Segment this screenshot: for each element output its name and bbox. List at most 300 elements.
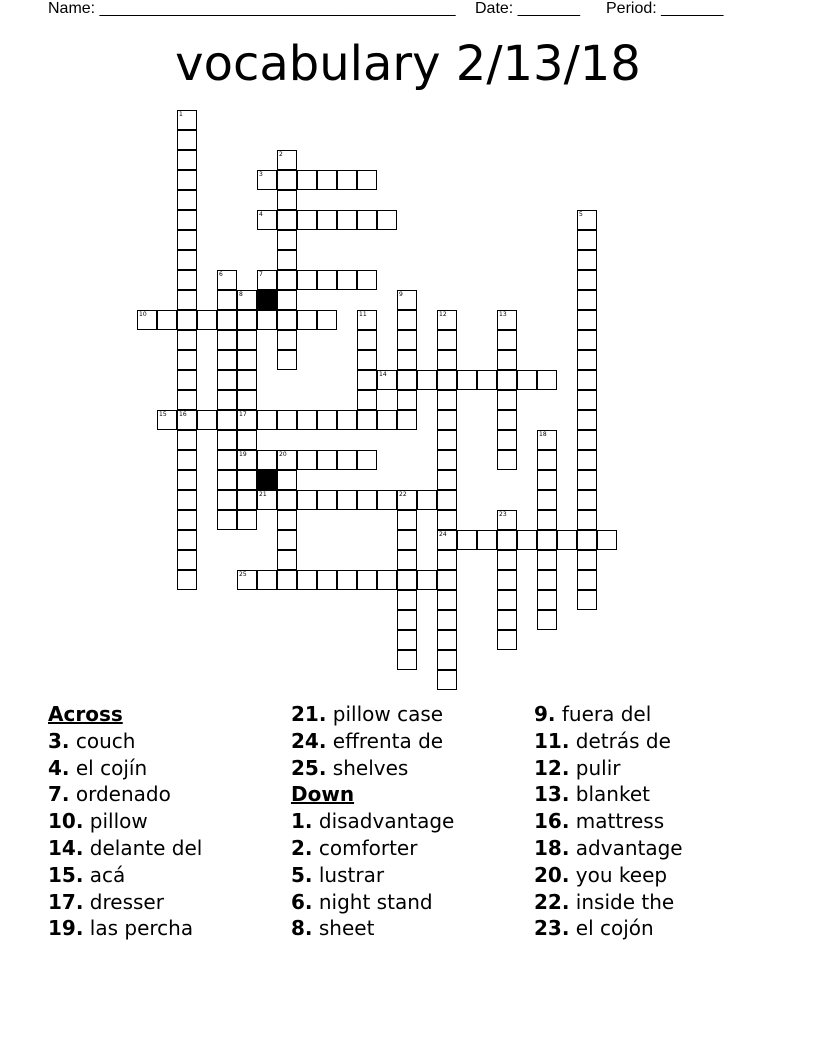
crossword-cell[interactable] [497, 390, 517, 410]
clue-number: 13. [534, 782, 570, 807]
crossword-cell[interactable] [217, 310, 237, 330]
crossword-cell[interactable] [177, 130, 197, 150]
crossword-cell[interactable] [497, 610, 517, 630]
clue-item [291, 728, 454, 755]
clue-item [48, 728, 202, 755]
clue-item [291, 755, 454, 782]
crossword-cell[interactable] [257, 210, 277, 230]
crossword-cell[interactable] [137, 310, 157, 330]
crossword-cell[interactable] [397, 330, 417, 350]
crossword-cell[interactable] [437, 350, 457, 370]
period-field-label: Period: _______ [606, 0, 724, 17]
down-heading: Down [291, 782, 355, 807]
clue-number-label: 15 [159, 411, 167, 418]
crossword-cell[interactable] [277, 490, 297, 510]
crossword-cell[interactable] [277, 450, 297, 470]
crossword-cell[interactable] [577, 370, 597, 390]
crossword-cell[interactable] [437, 590, 457, 610]
crossword-cell[interactable] [437, 450, 457, 470]
crossword-cell[interactable] [277, 230, 297, 250]
clue-item [48, 808, 202, 835]
clue-number: 17. [48, 889, 84, 914]
crossword-cell[interactable] [237, 370, 257, 390]
clue-text: advantage [575, 835, 683, 860]
crossword-cell[interactable] [237, 470, 257, 490]
crossword-cell[interactable] [497, 510, 517, 530]
crossword-cell[interactable] [277, 550, 297, 570]
crossword-cell[interactable] [257, 410, 277, 430]
clue-item [291, 915, 454, 942]
crossword-cell[interactable] [577, 450, 597, 470]
clue-text: acá [89, 862, 126, 887]
crossword-cell[interactable] [397, 570, 417, 590]
date-field-label: Date: _______ [475, 0, 580, 17]
clue-number-label: 9 [399, 291, 403, 298]
clue-item [534, 701, 683, 728]
crossword-cell[interactable] [337, 450, 357, 470]
crossword-cell[interactable] [277, 290, 297, 310]
crossword-cell[interactable] [357, 270, 377, 290]
crossword-cell[interactable] [577, 250, 597, 270]
crossword-cell[interactable] [537, 590, 557, 610]
crossword-cell[interactable] [537, 370, 557, 390]
clue-item [534, 808, 683, 835]
crossword-cell[interactable] [457, 370, 477, 390]
clue-text: effrenta de [332, 728, 444, 753]
crossword-cell[interactable] [317, 450, 337, 470]
clue-number-label: 21 [259, 491, 267, 498]
crossword-cell[interactable] [437, 570, 457, 590]
crossword-cell[interactable] [357, 330, 377, 350]
crossword-cell[interactable] [437, 630, 457, 650]
clue-item [534, 889, 683, 916]
crossword-cell[interactable] [377, 570, 397, 590]
crossword-cell[interactable] [217, 510, 237, 530]
crossword-cell[interactable] [317, 310, 337, 330]
clue-number-label: 19 [239, 451, 247, 458]
crossword-cell[interactable] [277, 210, 297, 230]
clue-item [48, 915, 202, 942]
crossword-cell[interactable] [297, 170, 317, 190]
crossword-cell[interactable] [177, 370, 197, 390]
crossword-cell[interactable] [177, 270, 197, 290]
clue-text: comforter [318, 835, 418, 860]
crossword-cell[interactable] [177, 510, 197, 530]
crossword-cell[interactable] [177, 330, 197, 350]
crossword-cell[interactable] [437, 310, 457, 330]
clue-item [291, 835, 454, 862]
crossword-black-cell [257, 470, 277, 490]
crossword-cell[interactable] [397, 650, 417, 670]
clue-number: 4. [48, 755, 70, 780]
crossword-cell[interactable] [217, 350, 237, 370]
crossword-cell[interactable] [437, 650, 457, 670]
crossword-cell[interactable] [357, 170, 377, 190]
crossword-cell[interactable] [437, 550, 457, 570]
clue-number: 23. [534, 916, 570, 941]
crossword-cell[interactable] [557, 530, 577, 550]
crossword-cell[interactable] [177, 490, 197, 510]
crossword-cell[interactable] [397, 350, 417, 370]
crossword-cell[interactable] [397, 310, 417, 330]
clue-text: el cojín [75, 755, 148, 780]
clue-number-label: 24 [439, 531, 447, 538]
crossword-cell[interactable] [437, 410, 457, 430]
clue-item [534, 755, 683, 782]
crossword-cell[interactable] [217, 290, 237, 310]
crossword-cell[interactable] [217, 470, 237, 490]
crossword-cell[interactable] [517, 370, 537, 390]
crossword-cell[interactable] [217, 270, 237, 290]
clue-number-label: 5 [579, 211, 583, 218]
clue-number: 21. [291, 702, 327, 726]
crossword-cell[interactable] [397, 610, 417, 630]
crossword-cell[interactable] [497, 310, 517, 330]
crossword-cell[interactable] [337, 210, 357, 230]
clue-item [48, 781, 202, 808]
crossword-cell[interactable] [577, 590, 597, 610]
crossword-cell[interactable] [537, 430, 557, 450]
crossword-cell[interactable] [217, 410, 237, 430]
crossword-cell[interactable] [237, 330, 257, 350]
crossword-cell[interactable] [177, 430, 197, 450]
crossword-cell[interactable] [537, 490, 557, 510]
clue-item [48, 862, 202, 889]
clue-number: 10. [48, 809, 84, 834]
crossword-cell[interactable] [317, 490, 337, 510]
crossword-cell[interactable] [217, 330, 237, 350]
crossword-cell[interactable] [197, 310, 217, 330]
crossword-cell[interactable] [317, 410, 337, 430]
crossword-cell[interactable] [177, 310, 197, 330]
crossword-cell[interactable] [277, 570, 297, 590]
crossword-cell[interactable] [397, 290, 417, 310]
crossword-cell[interactable] [177, 190, 197, 210]
clue-text: las percha [89, 916, 194, 941]
crossword-cell[interactable] [237, 310, 257, 330]
clue-number-label: 3 [259, 171, 263, 178]
crossword-cell[interactable] [177, 530, 197, 550]
crossword-cell[interactable] [497, 570, 517, 590]
crossword-cell[interactable] [177, 550, 197, 570]
crossword-cell[interactable] [217, 490, 237, 510]
clue-number: 8. [291, 916, 313, 941]
crossword-cell[interactable] [597, 530, 617, 550]
crossword-cell[interactable] [177, 170, 197, 190]
crossword-cell[interactable] [197, 410, 217, 430]
crossword-cell[interactable] [437, 670, 457, 690]
crossword-cell[interactable] [237, 430, 257, 450]
crossword-cell[interactable] [397, 630, 417, 650]
clues-column-1 [48, 701, 202, 942]
crossword-cell[interactable] [577, 550, 597, 570]
crossword-cell[interactable] [397, 490, 417, 510]
crossword-cell[interactable] [437, 390, 457, 410]
crossword-cell[interactable] [357, 450, 377, 470]
crossword-cell[interactable] [397, 370, 417, 390]
crossword-cell[interactable] [237, 510, 257, 530]
crossword-cell[interactable] [177, 290, 197, 310]
crossword-cell[interactable] [237, 490, 257, 510]
crossword-cell[interactable] [357, 490, 377, 510]
crossword-cell[interactable] [277, 510, 297, 530]
crossword-cell[interactable] [497, 530, 517, 550]
crossword-cell[interactable] [337, 270, 357, 290]
clue-number-label: 8 [239, 291, 243, 298]
crossword-cell[interactable] [437, 470, 457, 490]
crossword-cell[interactable] [577, 350, 597, 370]
crossword-cell[interactable] [257, 450, 277, 470]
crossword-cell[interactable] [357, 370, 377, 390]
crossword-cell[interactable] [257, 310, 277, 330]
crossword-cell[interactable] [497, 370, 517, 390]
clue-number-label: 10 [139, 311, 147, 318]
crossword-cell[interactable] [177, 450, 197, 470]
crossword-cell[interactable] [317, 570, 337, 590]
crossword-cell[interactable] [217, 450, 237, 470]
crossword-cell[interactable] [417, 570, 437, 590]
clue-number-label: 12 [439, 311, 447, 318]
crossword-cell[interactable] [357, 410, 377, 430]
crossword-cell[interactable] [177, 150, 197, 170]
crossword-cell[interactable] [357, 210, 377, 230]
clue-number: 15. [48, 862, 84, 887]
crossword-cell[interactable] [577, 490, 597, 510]
crossword-cell[interactable] [177, 230, 197, 250]
crossword-cell[interactable] [277, 270, 297, 290]
clue-item [48, 755, 202, 782]
crossword-cell[interactable] [277, 310, 297, 330]
crossword-cell[interactable] [277, 350, 297, 370]
clues-column-3 [534, 701, 683, 942]
crossword-cell[interactable] [577, 310, 597, 330]
crossword-cell[interactable] [577, 210, 597, 230]
crossword-cell[interactable] [257, 170, 277, 190]
crossword-cell[interactable] [577, 530, 597, 550]
crossword-cell[interactable] [377, 410, 397, 430]
clue-item [291, 862, 454, 889]
clue-number-label: 25 [239, 571, 247, 578]
clue-number: 11. [534, 728, 570, 753]
crossword-cell[interactable] [277, 330, 297, 350]
clue-text: shelves [332, 755, 409, 780]
clue-number: 14. [48, 835, 84, 860]
crossword-cell[interactable] [217, 370, 237, 390]
page-title: vocabulary 2/13/18 [175, 36, 641, 92]
crossword-cell[interactable] [497, 550, 517, 570]
crossword-cell[interactable] [577, 290, 597, 310]
crossword-cell[interactable] [397, 590, 417, 610]
clue-number: 2. [291, 835, 313, 860]
crossword-cell[interactable] [237, 350, 257, 370]
crossword-cell[interactable] [177, 570, 197, 590]
clue-number: 22. [534, 889, 570, 914]
crossword-cell[interactable] [577, 570, 597, 590]
clue-text: mattress [575, 809, 665, 834]
clue-number: 12. [534, 755, 570, 780]
crossword-cell[interactable] [297, 310, 317, 330]
crossword-cell[interactable] [297, 570, 317, 590]
crossword-cell[interactable] [297, 450, 317, 470]
crossword-cell[interactable] [277, 190, 297, 210]
crossword-cell[interactable] [337, 410, 357, 430]
clue-number: 7. [48, 782, 70, 807]
clue-item [291, 701, 454, 728]
crossword-cell[interactable] [377, 210, 397, 230]
crossword-cell[interactable] [237, 570, 257, 590]
clue-text: sheet [318, 916, 375, 941]
crossword-cell[interactable] [437, 530, 457, 550]
crossword-cell[interactable] [457, 530, 477, 550]
clue-number-label: 11 [359, 311, 367, 318]
crossword-cell[interactable] [377, 370, 397, 390]
crossword-cell[interactable] [397, 530, 417, 550]
crossword-cell[interactable] [577, 230, 597, 250]
crossword-cell[interactable] [277, 530, 297, 550]
crossword-cell[interactable] [497, 450, 517, 470]
crossword-cell[interactable] [317, 170, 337, 190]
crossword-cell[interactable] [437, 510, 457, 530]
crossword-cell[interactable] [277, 470, 297, 490]
crossword-cell[interactable] [337, 570, 357, 590]
crossword-cell[interactable] [317, 270, 337, 290]
crossword-cell[interactable] [317, 210, 337, 230]
clue-item [48, 889, 202, 916]
crossword-cell[interactable] [497, 630, 517, 650]
crossword-cell[interactable] [497, 590, 517, 610]
clue-text: ordenado [75, 782, 171, 807]
crossword-cell[interactable] [437, 490, 457, 510]
clue-number-label: 17 [239, 411, 247, 418]
clue-text: fuera del [561, 702, 652, 726]
clue-item [534, 781, 683, 808]
crossword-cell[interactable] [477, 530, 497, 550]
crossword-cell[interactable] [177, 410, 197, 430]
clue-number: 25. [291, 755, 327, 780]
crossword-cell[interactable] [537, 530, 557, 550]
crossword-cell[interactable] [397, 550, 417, 570]
crossword-cell[interactable] [537, 470, 557, 490]
crossword-cell[interactable] [437, 330, 457, 350]
crossword-cell[interactable] [177, 350, 197, 370]
clue-number-label: 14 [379, 371, 387, 378]
crossword-cell[interactable] [537, 570, 557, 590]
crossword-cell[interactable] [577, 270, 597, 290]
crossword-cell[interactable] [477, 370, 497, 390]
crossword-cell[interactable] [537, 450, 557, 470]
crossword-cell[interactable] [257, 270, 277, 290]
crossword-cell[interactable] [537, 550, 557, 570]
crossword-cell[interactable] [497, 430, 517, 450]
crossword-cell[interactable] [577, 430, 597, 450]
across-heading: Across [48, 702, 123, 726]
crossword-cell[interactable] [277, 150, 297, 170]
crossword-cell[interactable] [437, 610, 457, 630]
clue-item [534, 728, 683, 755]
crossword-cell[interactable] [577, 330, 597, 350]
clue-number: 5. [291, 862, 313, 887]
crossword-cell[interactable] [277, 170, 297, 190]
clue-number-label: 18 [539, 431, 547, 438]
crossword-cell[interactable] [257, 570, 277, 590]
crossword-cell[interactable] [537, 610, 557, 630]
crossword-cell[interactable] [577, 390, 597, 410]
clue-number: 19. [48, 916, 84, 941]
crossword-cell[interactable] [437, 370, 457, 390]
clue-item [291, 808, 454, 835]
clue-number-label: 7 [259, 271, 263, 278]
crossword-cell[interactable] [497, 330, 517, 350]
crossword-cell[interactable] [217, 430, 237, 450]
clue-text: pulir [575, 755, 621, 780]
crossword-cell[interactable] [157, 310, 177, 330]
crossword-cell[interactable] [537, 510, 557, 530]
clue-number-label: 23 [499, 511, 507, 518]
clue-item [534, 862, 683, 889]
clue-number-label: 13 [499, 311, 507, 318]
clue-text: pillow case [332, 702, 444, 726]
clues-column-2 [291, 701, 454, 942]
crossword-cell[interactable] [177, 470, 197, 490]
crossword-cell[interactable] [357, 350, 377, 370]
crossword-cell[interactable] [577, 510, 597, 530]
crossword-cell[interactable] [417, 370, 437, 390]
crossword-cell[interactable] [237, 410, 257, 430]
crossword-cell[interactable] [297, 410, 317, 430]
crossword-cell[interactable] [397, 410, 417, 430]
crossword-cell[interactable] [157, 410, 177, 430]
crossword-cell[interactable] [497, 410, 517, 430]
crossword-cell[interactable] [397, 510, 417, 530]
clue-text: night stand [318, 889, 433, 914]
crossword-cell[interactable] [437, 430, 457, 450]
crossword-cell[interactable] [177, 210, 197, 230]
clue-text: disadvantage [318, 809, 455, 834]
crossword-cell[interactable] [297, 270, 317, 290]
clue-text: el cojón [575, 916, 654, 941]
crossword-cell[interactable] [377, 490, 397, 510]
clue-number: 9. [534, 702, 556, 726]
crossword-cell[interactable] [237, 390, 257, 410]
crossword-cell[interactable] [337, 490, 357, 510]
clue-text: dresser [89, 889, 164, 914]
crossword-cell[interactable] [177, 390, 197, 410]
crossword-cell[interactable] [237, 450, 257, 470]
crossword-cell[interactable] [517, 530, 537, 550]
crossword-cell[interactable] [497, 350, 517, 370]
crossword-cell[interactable] [257, 490, 277, 510]
crossword-cell[interactable] [177, 110, 197, 130]
crossword-cell[interactable] [357, 310, 377, 330]
crossword-cell[interactable] [297, 210, 317, 230]
crossword-cell[interactable] [357, 390, 377, 410]
crossword-cell[interactable] [417, 490, 437, 510]
crossword-cell[interactable] [217, 390, 237, 410]
crossword-cell[interactable] [397, 390, 417, 410]
clue-item [534, 915, 683, 942]
clue-text: blanket [575, 782, 650, 807]
crossword-cell[interactable] [237, 290, 257, 310]
crossword-cell[interactable] [577, 470, 597, 490]
crossword-cell[interactable] [277, 410, 297, 430]
crossword-cell[interactable] [357, 570, 377, 590]
crossword-cell[interactable] [337, 170, 357, 190]
crossword-cell[interactable] [277, 250, 297, 270]
crossword-cell[interactable] [177, 250, 197, 270]
crossword-cell[interactable] [577, 410, 597, 430]
crossword-cell[interactable] [297, 490, 317, 510]
clue-text: pillow [89, 809, 148, 834]
